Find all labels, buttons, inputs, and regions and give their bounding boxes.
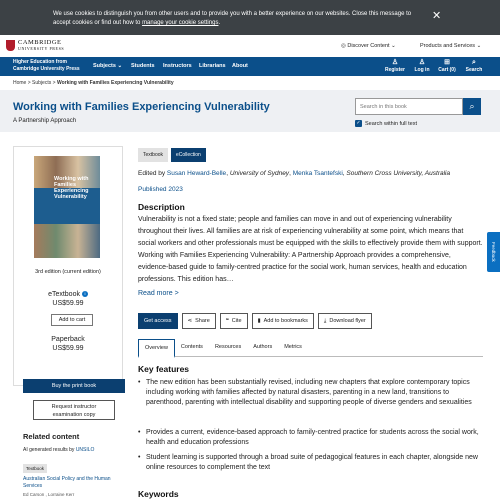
ai-results-note: [23, 447, 94, 453]
breadcrumb-home[interactable]: Home: [13, 80, 27, 86]
nav-register[interactable]: [383, 59, 407, 73]
key-feature-item: • Student learning is supported through a broad suite of pedagogical features in each chapter, alongside new online resources to complement the text: [146, 453, 481, 473]
download-flyer-button[interactable]: [318, 313, 372, 329]
bookmark-icon: ▮: [257, 318, 261, 324]
tab-contents[interactable]: Contents: [180, 344, 203, 350]
page-title: Working with Families Experiencing Vulnerability: [13, 101, 270, 113]
tab-authors[interactable]: Authors: [253, 344, 273, 350]
user-plus-icon: ♙: [391, 59, 399, 66]
cookie-message: [53, 10, 428, 28]
feedback-tab[interactable]: Feedback: [487, 232, 500, 272]
nav-subjects-label: Subjects: [93, 63, 116, 69]
bookmark-label: Add to bookmarks: [263, 318, 308, 324]
nav-instructors[interactable]: Instructors: [163, 63, 192, 69]
key-features-heading: Key features: [138, 364, 190, 374]
editor-link[interactable]: Susan Heward-Belle: [166, 170, 227, 177]
keywords-heading: Keywords: [138, 489, 179, 499]
brand-line2: Cambridge University Press: [13, 66, 80, 72]
search-label: Search: [465, 67, 483, 73]
compass-icon: ◎: [341, 43, 346, 49]
cover-photo-strip: [34, 224, 100, 258]
flyer-label: Download flyer: [329, 318, 366, 324]
cookie-text: We use cookies to distinguish you from other users and to provide you with a better experience on our websites. Close this message to accept cookies or find out how to: [53, 11, 412, 26]
search-input[interactable]: Search in this book: [355, 98, 463, 115]
paperback-price: US$59.99: [52, 345, 84, 352]
discover-label: Discover Content: [347, 43, 390, 49]
add-bookmark-button[interactable]: [252, 313, 314, 329]
share-label: Share: [195, 318, 210, 324]
etextbook-price: US$59.99: [52, 300, 84, 307]
book-cover: [34, 156, 100, 258]
request-line2: examination copy: [52, 412, 96, 418]
full-text-label: Search within full text: [365, 120, 417, 127]
request-line1: Request instructor: [51, 404, 97, 410]
chevron-down-icon: ⌄: [117, 63, 123, 69]
login-label: Log in: [414, 67, 430, 73]
top-bar: [0, 35, 500, 57]
request-exam-copy-button[interactable]: [33, 400, 115, 420]
related-item-title[interactable]: Australian Social Policy and the Human Services: [23, 476, 111, 489]
get-access-button[interactable]: Get access: [138, 313, 178, 329]
nav-about[interactable]: About: [232, 63, 248, 69]
etextbook-label: eTextbook: [48, 291, 80, 298]
key-feature-item: • The new edition has been substantially revised, including new chapters that explore contemporary topics including working with families affected by natural disasters, parenting in a new land, transitions to parenthood, parenting with intellectual disability and supporting people of diverse genders and sexualities: [146, 378, 481, 408]
info-icon[interactable]: i: [82, 291, 88, 297]
buy-print-button[interactable]: Buy the print book: [23, 379, 125, 393]
close-icon[interactable]: ✕: [432, 10, 442, 22]
paperback-label: Paperback: [51, 336, 85, 343]
download-icon: ⤓: [323, 318, 327, 324]
editors-line: Edited by Susan Heward-Belle, University of Sydney, Menka Tsantefski, Southern Cross University, Australia: [138, 170, 451, 177]
shield-icon: [6, 40, 15, 51]
products-services-menu[interactable]: [420, 43, 481, 49]
quote-icon: ❝: [225, 318, 229, 324]
add-to-cart-button[interactable]: Add to cart: [51, 314, 93, 326]
paperback-format: [13, 336, 123, 352]
published-date: Published 2023: [138, 186, 183, 193]
full-text-checkbox[interactable]: [355, 120, 417, 127]
read-more-link[interactable]: Read more >: [138, 290, 179, 297]
book-header: [0, 90, 500, 132]
ai-prefix: AI generated results by: [23, 447, 76, 453]
discover-content-menu[interactable]: [341, 43, 396, 49]
nav-brand[interactable]: [13, 59, 80, 73]
search-icon: ⌕: [472, 59, 476, 66]
nav-cart[interactable]: [435, 59, 459, 73]
breadcrumb: Home > Subjects > Working with Families Experiencing Vulnerability: [13, 80, 174, 86]
search-icon: ⌕: [469, 101, 475, 111]
cite-label: Cite: [231, 318, 242, 324]
book-tags: [138, 148, 209, 162]
action-bar: [138, 313, 376, 329]
chevron-down-icon: ⌄: [391, 43, 396, 49]
editor-link[interactable]: Menka Tsantefski: [292, 170, 343, 177]
tab-overview[interactable]: Overview: [138, 339, 175, 358]
checkmark-icon: ✓: [356, 120, 361, 126]
tab-metrics[interactable]: Metrics: [284, 344, 302, 350]
nav-students[interactable]: Students: [131, 63, 155, 69]
brand-line1: Higher Education from: [13, 59, 67, 65]
related-item-authors: Ed Carson , Lorraine Kerr: [23, 492, 75, 497]
cart-icon: ⊞: [444, 59, 450, 66]
cite-button[interactable]: [220, 313, 248, 329]
cambridge-logo[interactable]: [6, 40, 64, 51]
logo-line2: UNIVERSITY PRESS: [18, 46, 65, 51]
cover-title: Working with Families Experiencing Vulnerability: [54, 176, 89, 200]
chevron-down-icon: ⌄: [476, 43, 482, 49]
share-button[interactable]: [182, 313, 216, 329]
nav-librarians[interactable]: Librarians: [199, 63, 226, 69]
logo-line1: CAMBRIDGE: [18, 39, 62, 46]
key-feature-item: • Provides a current, evidence-based approach to family-centred practice for students across the social work, health and education professions: [146, 428, 481, 448]
nav-login[interactable]: [410, 59, 434, 73]
book-tabs: [138, 339, 483, 357]
related-item-tag: Textbook: [23, 464, 47, 473]
tab-resources[interactable]: Resources: [214, 344, 242, 350]
tag-ecollection: eCollection: [171, 148, 206, 162]
editor-affiliation: Southern Cross University, Australia: [346, 170, 451, 177]
cart-label: Cart (0): [438, 67, 456, 73]
tag-textbook: Textbook: [138, 148, 168, 162]
nav-subjects[interactable]: [93, 63, 122, 69]
register-label: Register: [384, 67, 405, 73]
page-subtitle: A Partnership Approach: [13, 118, 77, 124]
nav-search[interactable]: [462, 59, 486, 73]
cookie-banner: [0, 0, 500, 35]
breadcrumb-current: Working with Families Experiencing Vulnerability: [56, 80, 174, 86]
user-icon: ♙: [418, 59, 426, 66]
editor-affiliation: University of Sydney: [229, 170, 290, 177]
unsilo-link[interactable]: UNSILO: [75, 447, 95, 453]
cookie-text-end: .: [218, 20, 221, 26]
products-label: Products and Services: [420, 43, 476, 49]
edition-label: 3rd edition (current edition): [35, 269, 101, 275]
main-nav: [0, 57, 500, 76]
description-heading: Description: [138, 202, 185, 212]
description-text: Vulnerability is not a fixed state; people and families can move in and out of experiencing vulnerability throughout their lives. All families are at risk of experiencing vulnerability at some point, which means that social workers and other professionals must be equipped with the skills to effectively provide them with support. Working with Families Experiencing Vulnerability: A Partnership Approach provides a comprehensive, evidence-based guide to family-centred practice for the social work, human services, health and education professions. This edition has…: [138, 216, 483, 283]
related-heading: Related content: [23, 432, 80, 441]
manage-cookies-link[interactable]: manage your cookie settings: [142, 20, 219, 26]
search-button[interactable]: [463, 98, 481, 115]
breadcrumb-subjects[interactable]: Subjects: [32, 80, 52, 86]
share-icon: ⋖: [187, 318, 193, 324]
etextbook-format: [13, 291, 123, 307]
edited-by-label: Edited by: [138, 170, 166, 177]
